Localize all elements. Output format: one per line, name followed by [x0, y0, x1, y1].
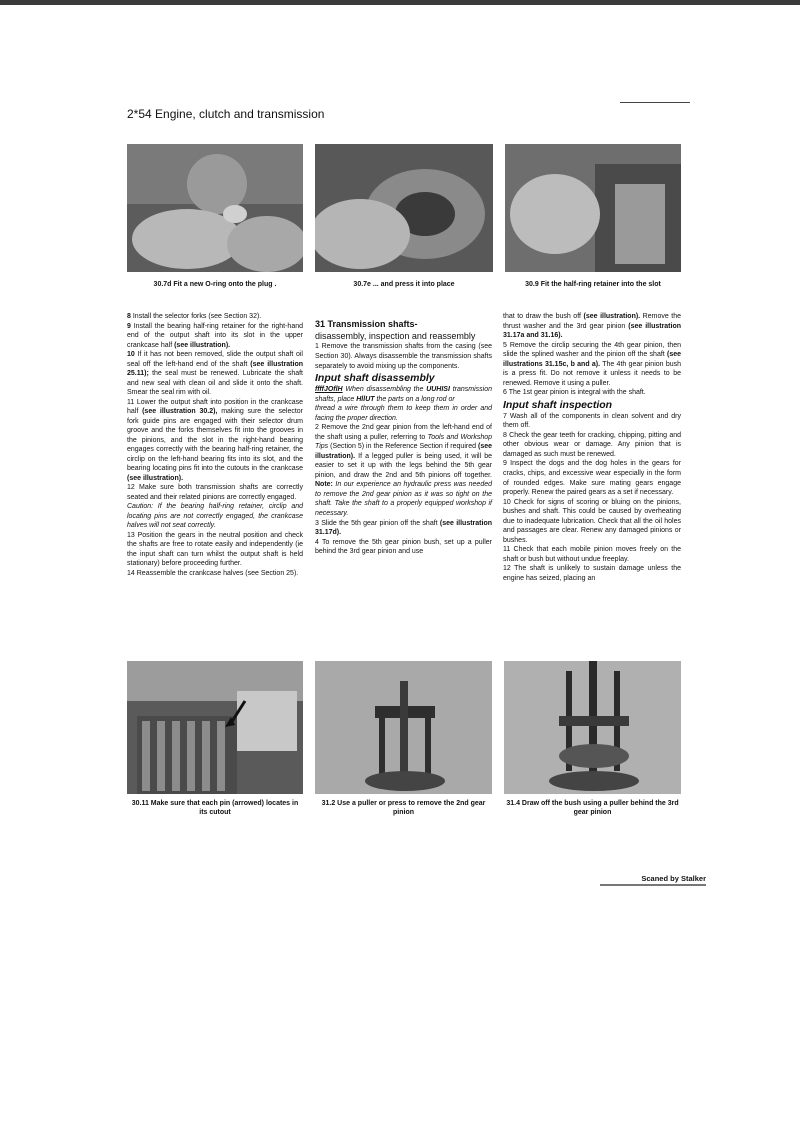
- page-title: 2*54 Engine, clutch and transmission: [127, 107, 325, 121]
- photo-30-7e: [315, 144, 493, 272]
- text-column-2: 31 Transmission shafts- disassembly, inspection and reassembly 1 Remove the transmission shafts from the casing (see Section 30). Always disassemble the transmission shafts separately to avoid mixing up the components. Input shaft disassembly ffffJOflH When disassembling the UUHISI transmission shafts, place HllUT the parts on a long rod or thread a wire through them to keep them in order and facing the proper direction. 2 Remove the 2nd gear pinion from the left-hand end of the shaft using a puller, referring to Tools and Workshop Tips (Section 5) in the Reference Section if required (see illustration). If a legged puller is being used, it will be easier to set it up with the legs behind the 5th gear pinion, and draw the 2nd and 5th pinions off together. Note: In our experience an hydraulic press was needed to remove the 2nd gear pinion as it was so tight on the shaft. Take the shaft to a properly equipped workshop if necessary. 3 Slide the 5th gear pinion off the shaft (see illustration 31.17d). 4 To remove the 5th gear pinion bush, set up a puller behind the 3rd gear pinion and use: [315, 319, 493, 556]
- text-column-1: 8 Install the selector forks (see Section 32). 9 Install the bearing half-ring retainer for the right-hand end of the output shaft into its slot in the upper crankcase half (see illustration). 10 If it has not been removed, slide the output shaft oil seal off the left-hand end of the shaft (see illustration 25.11); the seal must be renewed. Lubricate the shaft and new seal with clean oil and slide it onto the shaft. Smear the seal rim with oil. 11 Lower the output shaft into position in the crankcase half (see illustration 30.2), making sure the selector fork guide pins are engaged with their selector drum groove and the forks themselves fit into the grooves in the pinions, and the slot in the right-hand bearing engages correctly with the bearing half-ring retainer, the circlip on the left-hand bearing fits into its slot, and the bearing locating pins fit into the cutouts in the crankcase (see illustration). 12 Make sure both transmission shafts are correctly seated and their related pinions are correctly engaged. Caution: If the bearing half-ring retainer, circlip and locating pins are not correctly engaged, the crankcase halves will not seat correctly. 13 Position the gears in the neutral position and check the shafts are free to rotate easily and independently (ie the input shaft can turn whilst the output shaft is held stationary) before proceeding further. 14 Reassemble the crankcase halves (see Section 25).: [127, 313, 304, 577]
- note-box: ffffJOflH When disassembling the UUHISI transmission shafts, place HllUT the parts on a long rod or thread a wire through them to keep them in order and facing the proper direction.: [315, 386, 493, 422]
- photo-31-2: [315, 661, 492, 794]
- caption-30-11: 30.11 Make sure that each pin (arrowed) locates in its cutout: [131, 800, 299, 816]
- text-column-3: that to draw the bush off (see illustration). Remove the thrust washer and the 3rd gear pinion (see illustration 31.17a and 31.16). 5 Remove the circlip securing the 4th gear pinion, then slide the splined washer and the pinion off the shaft (see illustrations 31.15c, b and a). The 4th gear pinion bush is a press fit. Do not remove it unless it needs to be renewed. Remove it using a puller. 6 The 1st gear pinion is integral with the shaft. Input shaft inspection 7 Wash all of the components in clean solvent and dry them off. 8 Check the gear teeth for cracking, chipping, pitting and other obvious wear or damage. Any pinion that is damaged as such must be renewed. 9 Inspect the dogs and the dog holes in the gears for cracks, chips, and excessive wear especially in the form of rounded edges. Make sure mating gears engage properly. Renew the paired gears as a set if necessary. 10 Check for signs of scoring or bluing on the pinions, bushes and shaft. This could be caused by overheating due to inadequate lubrication. Check that all the oil holes and passages are clear. Renew any damaged pinions or bushes. 11 Check that each mobile pinion moves freely on the shaft or bush but without undue freeplay. 12 The shaft is unlikely to sustain damage unless the engine has seized, placing an: [503, 313, 682, 582]
- section-subheading: disassembly, inspection and reassembly: [315, 331, 476, 342]
- heading-input-shaft-disassembly: Input shaft disassembly: [315, 372, 435, 385]
- photo-30-7d: [127, 144, 303, 272]
- caption-30-7d: 30.7d Fit a new O-ring onto the plug .: [153, 281, 277, 288]
- photo-30-9: [505, 144, 681, 272]
- section-heading: 31 Transmission shafts-: [315, 319, 418, 329]
- header-watermark-line: [620, 99, 690, 103]
- caption-30-7e: 30.7e ... and press it into place: [353, 281, 455, 288]
- heading-input-shaft-inspection: Input shaft inspection: [503, 398, 613, 411]
- top-border: [0, 0, 800, 5]
- scanner-credit-underline: [600, 884, 706, 886]
- caption-31-2: 31.2 Use a puller or press to remove the 2nd gear pinion: [321, 800, 486, 816]
- caption-30-9: 30.9 Fit the half-ring retainer into the slot: [525, 281, 661, 288]
- photo-30-11: [127, 661, 303, 794]
- scanner-credit: Scaned by Stalker: [641, 874, 706, 883]
- caption-31-4: 31.4 Draw off the bush using a puller behind the 3rd gear pinion: [506, 800, 679, 816]
- photo-31-4: [504, 661, 681, 794]
